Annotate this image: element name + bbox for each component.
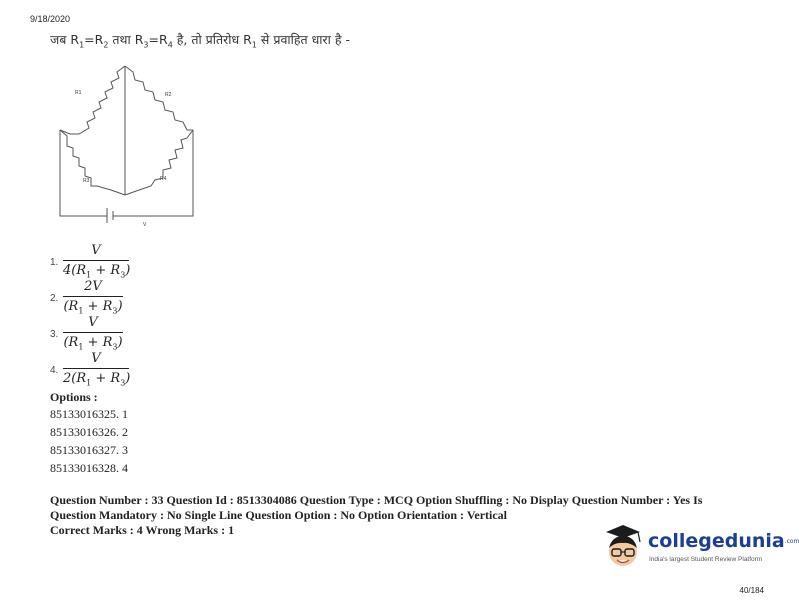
fraction: V $2(R_1 + R_3)$ — [63, 351, 131, 388]
fraction: V $(R_1 + R_3)$ — [63, 315, 123, 352]
mascot-logo-icon — [600, 522, 646, 572]
print-date: 9/18/2020 — [30, 14, 71, 24]
resistor-r4 — [125, 130, 193, 195]
option-id-line: 85133016326. 2 — [50, 425, 128, 439]
label-r2: R2 — [165, 92, 172, 98]
fraction: V $4(R_1 + R_3)$ — [63, 243, 131, 280]
option-number: 3. — [50, 329, 59, 340]
resistor-r3 — [60, 130, 125, 195]
meta-line-3: Correct Marks : 4 Wrong Marks : 1 — [50, 523, 235, 537]
brand-name: collegedunia.com — [648, 530, 799, 552]
option-id-line: 85133016328. 4 — [50, 461, 128, 475]
circuit-diagram — [55, 58, 200, 228]
option-number: 2. — [50, 293, 59, 304]
resistor-r2 — [125, 66, 193, 130]
answer-option-4 — [50, 351, 170, 389]
option-id-line: 85133016325. 1 — [50, 407, 128, 421]
label-r3: R3 — [83, 178, 90, 184]
answer-option-2 — [50, 279, 170, 317]
option-number: 1. — [50, 257, 59, 268]
option-id-line: 85133016327. 3 — [50, 443, 128, 457]
brand-tagline: India's largest Student Review Platform — [649, 556, 763, 563]
label-r1: R1 — [75, 90, 82, 96]
answer-option-1 — [50, 243, 170, 281]
option-number: 4. — [50, 365, 59, 376]
fraction: 2V $(R_1 + R_3)$ — [63, 279, 123, 316]
answer-option-3 — [50, 315, 170, 353]
label-v: V — [143, 222, 147, 228]
meta-line-2: Question Mandatory : No Single Line Question Option : No Option Orientation : Vertical — [50, 508, 508, 522]
label-r4: R4 — [160, 176, 167, 182]
meta-line-1: Question Number : 33 Question Id : 8513304086 Question Type : MCQ Option Shuffling : No Display Question Number : Yes Is — [50, 493, 703, 507]
options-label: Options : — [50, 390, 98, 404]
resistor-r1 — [60, 66, 125, 134]
page-number: 40/184 — [739, 586, 764, 595]
question-text: जब $R_1=R_2$ तथा $R_3=R_4$ है, तो प्रतिरोध $R_1$ से प्रवाहित धारा है - — [50, 32, 350, 50]
